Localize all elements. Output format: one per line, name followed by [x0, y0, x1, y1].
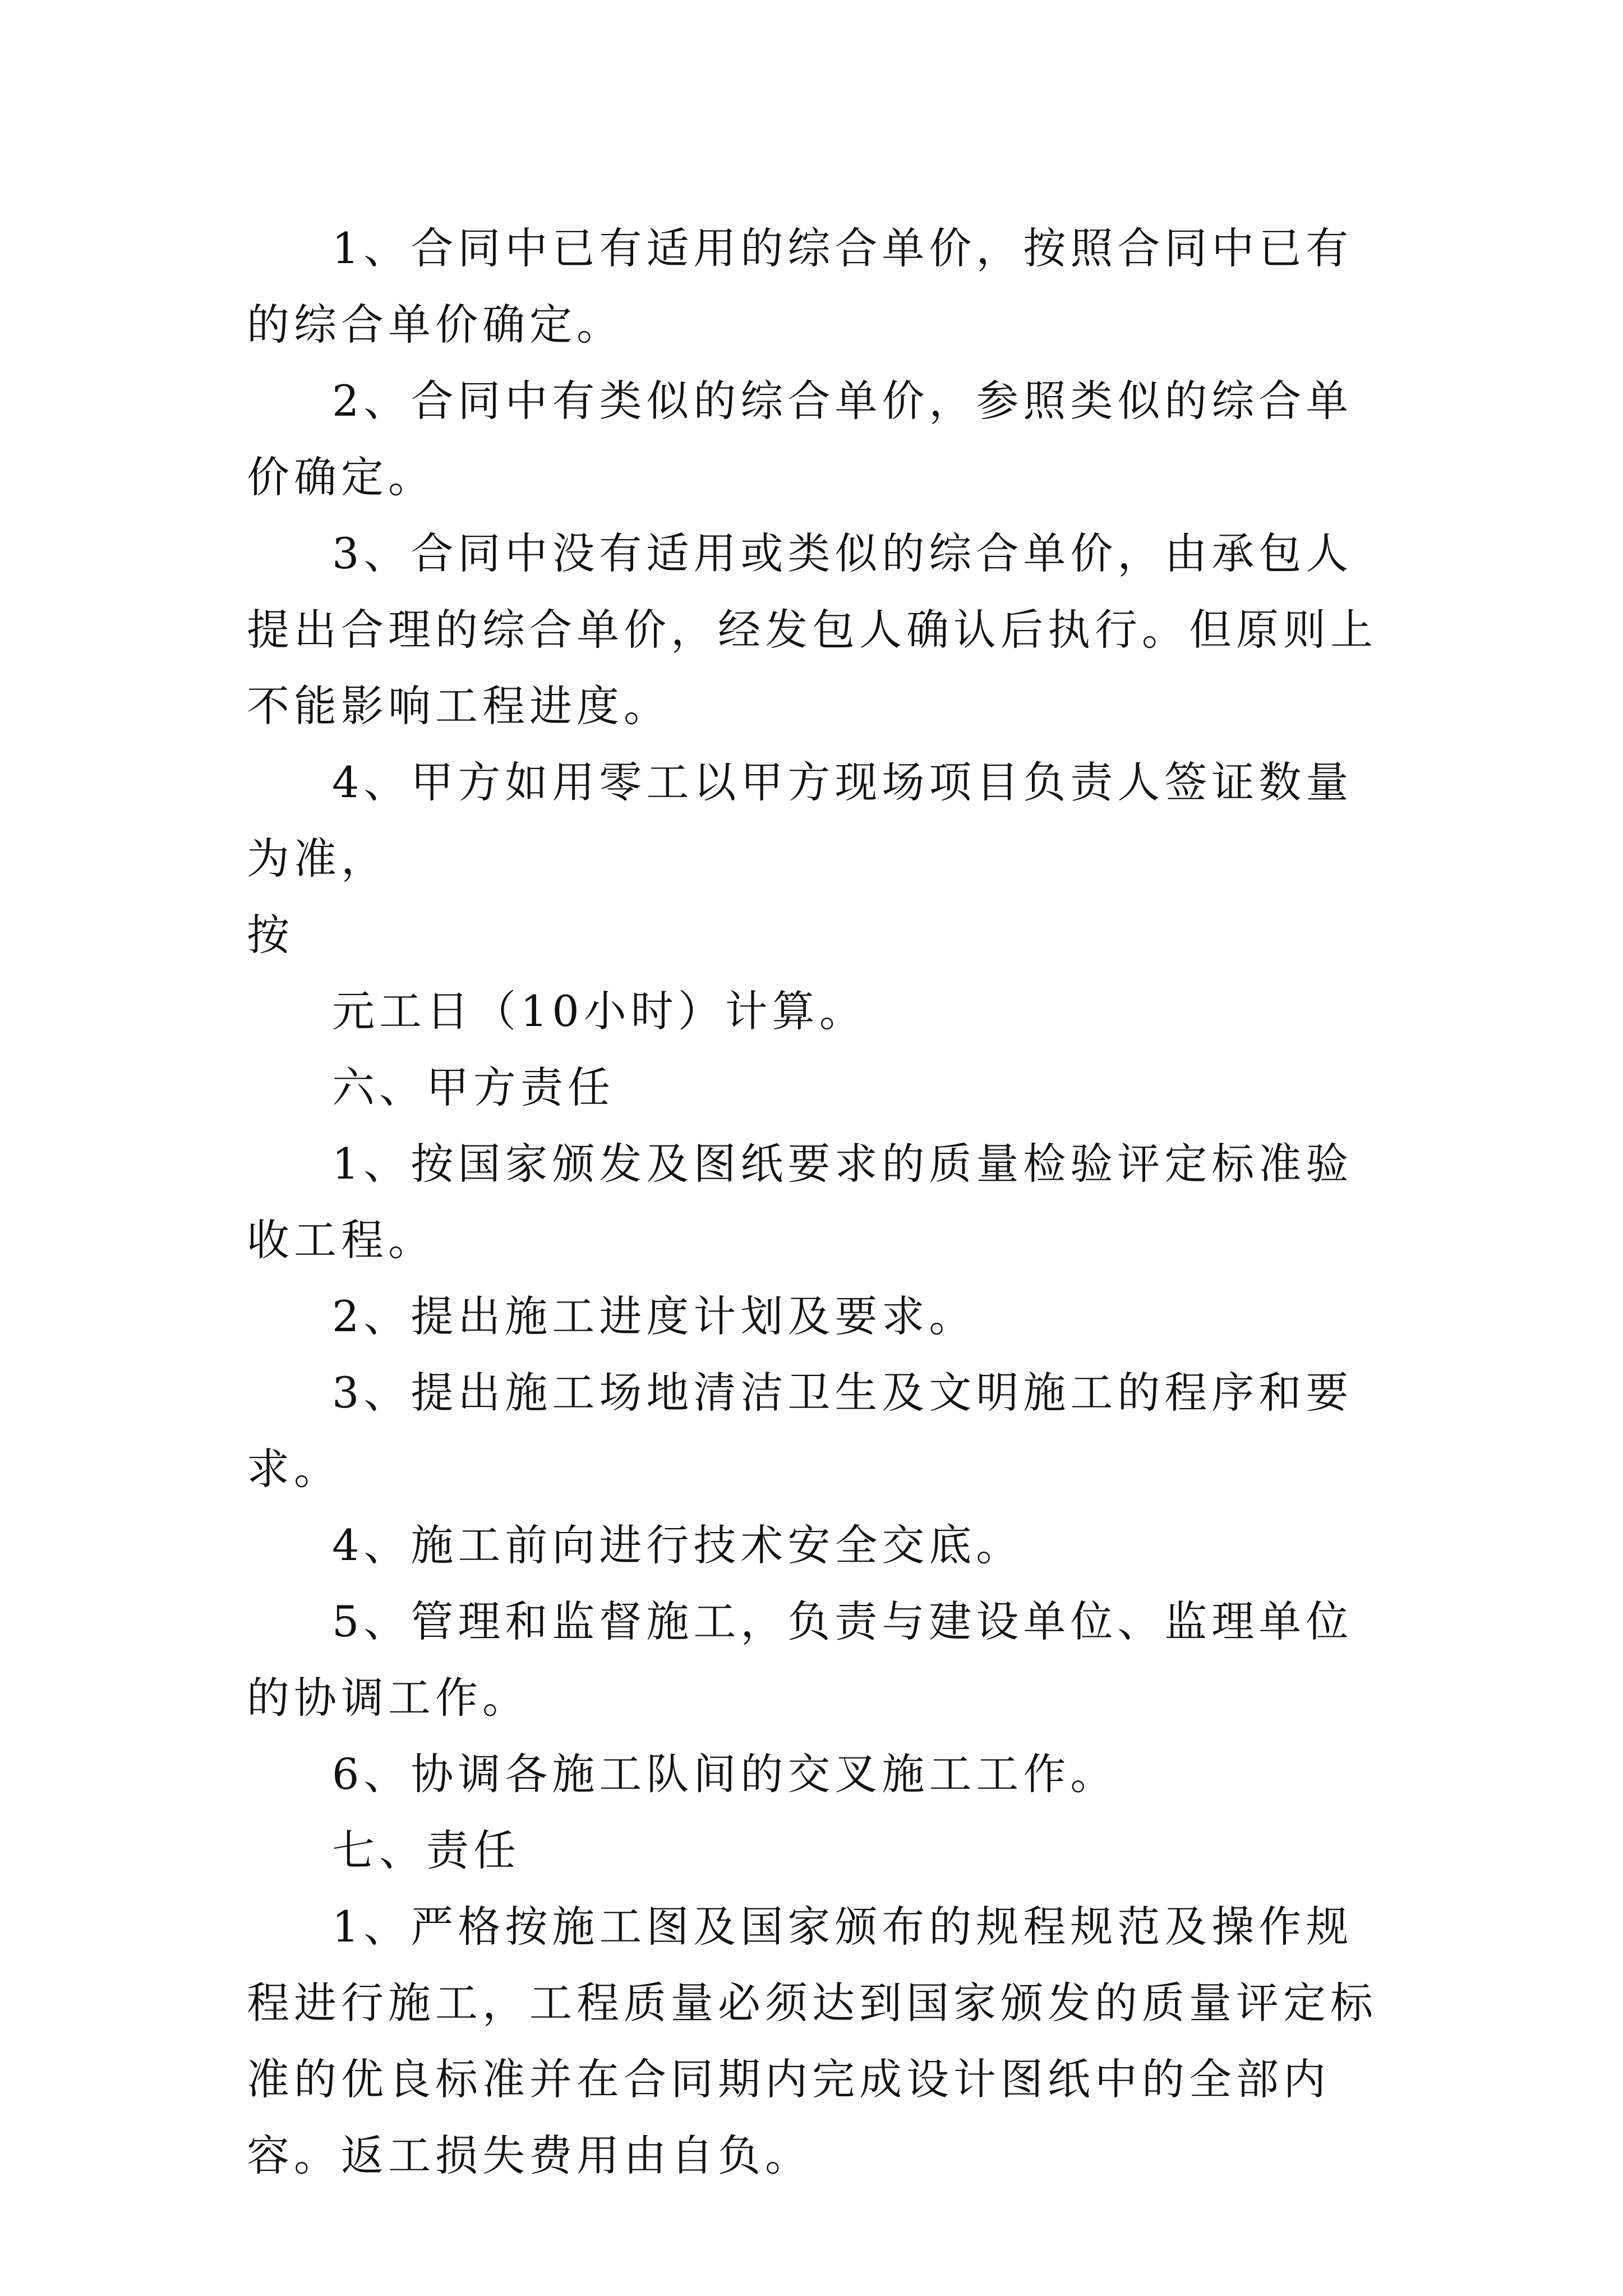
paragraph: 1、按国家颁发及图纸要求的质量检验评定标准验收工程。 [247, 1139, 1353, 1265]
document-body [247, 210, 1385, 2194]
paragraph: 4、甲方如用零工以甲方现场项目负责人签证数量为准， [247, 757, 1353, 884]
paragraph: 5、管理和监督施工，负责与建设单位、监理单位的协调工作。 [247, 1596, 1353, 1723]
paragraph: 1、严格按施工图及国家颁布的规程规范及操作规程进行施工，工程质量必须达到国家颁发的质量评定标准的优良标准并在合同期内完成设计图纸中的全部内容。返工损失费用由自负。 [247, 1902, 1377, 2180]
paragraph: 2、提出施工进度计划及要求。 [332, 1291, 976, 1341]
paragraph: 按 [247, 910, 294, 960]
paragraph: 1、合同中已有适用的综合单价，按照合同中已有的综合单价确定。 [247, 223, 1353, 349]
paragraph: 元工日（10小时）计算。 [332, 986, 866, 1036]
section-heading: 六、甲方责任 [332, 1062, 615, 1112]
paragraph: 2、合同中有类似的综合单价，参照类似的综合单价确定。 [247, 376, 1353, 502]
paragraph: 3、合同中没有适用或类似的综合单价，由承包人提出合理的综合单价，经发包人确认后执行。但原则上不能影响工程进度。 [247, 528, 1377, 731]
section-heading: 七、责任 [332, 1825, 520, 1875]
paragraph: 4、施工前向进行技术安全交底。 [332, 1520, 1023, 1570]
paragraph: 3、提出施工场地清洁卫生及文明施工的程序和要求。 [247, 1368, 1353, 1494]
paragraph: 6、协调各施工队间的交叉施工工作。 [332, 1749, 1118, 1799]
